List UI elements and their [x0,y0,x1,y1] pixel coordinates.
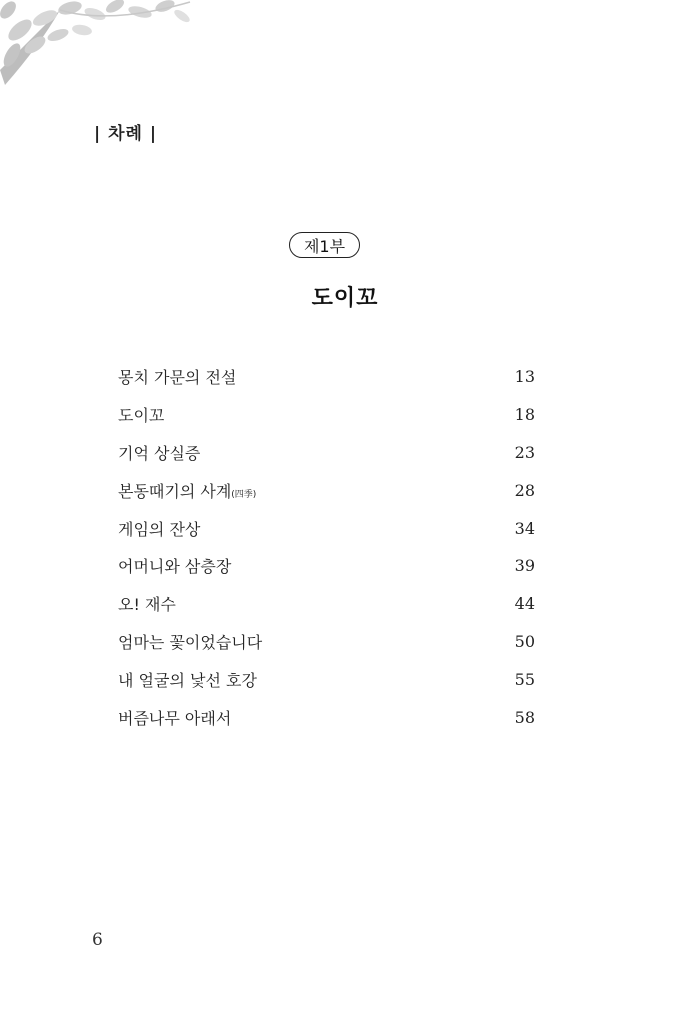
toc-entry-title: 오! 재수 [118,595,176,615]
toc-entry-page: 23 [514,442,535,462]
toc-entry [118,698,535,736]
toc-entry-page: 50 [514,631,535,651]
toc-entry-page: 28 [514,480,535,500]
toc-entry-title: 몽치 가문의 전설 [118,368,237,388]
toc-entry-title: 내 얼굴의 낯선 호강 [118,670,257,690]
part-label-badge: 제1부 [289,232,360,258]
toc-entry [118,358,535,396]
page-number: 6 [92,930,103,950]
toc-entry [118,623,535,661]
toc-entry-title: 게임의 잔상 [118,519,201,539]
toc-entry [118,547,535,585]
toc-entry-title: 도이꼬 [118,406,165,426]
part-title: 도이꼬 [311,286,379,311]
toc-entry-title: 어머니와 삼층장 [118,557,232,577]
toc-heading: | 차례 | [94,124,158,144]
toc-entry [118,509,535,547]
toc-entry-title-hanja: (四季) [231,489,257,500]
toc-entry [118,660,535,698]
toc-entry-page: 13 [514,367,535,387]
toc-entry [118,396,535,434]
toc-entry-title: 기억 상실증 [118,443,201,463]
toc-entry-page: 39 [514,556,535,576]
leaf-decoration-icon [0,0,200,100]
toc-entry-title: 버즘나무 아래서 [118,708,232,728]
toc-entry-page: 55 [514,669,535,689]
toc-entry-title-wrap [118,479,256,502]
toc-entry-page: 58 [514,707,535,727]
toc-entry-title: 본동때기의 사계 [118,481,232,501]
toc-entry [118,471,535,509]
toc-entry [118,585,535,623]
toc-entry-page: 34 [514,518,535,538]
toc-list [118,358,535,736]
toc-entry [118,434,535,472]
toc-entry-title: 엄마는 꽃이었습니다 [118,632,263,652]
toc-entry-page: 18 [514,405,535,425]
toc-entry-page: 44 [514,594,535,614]
